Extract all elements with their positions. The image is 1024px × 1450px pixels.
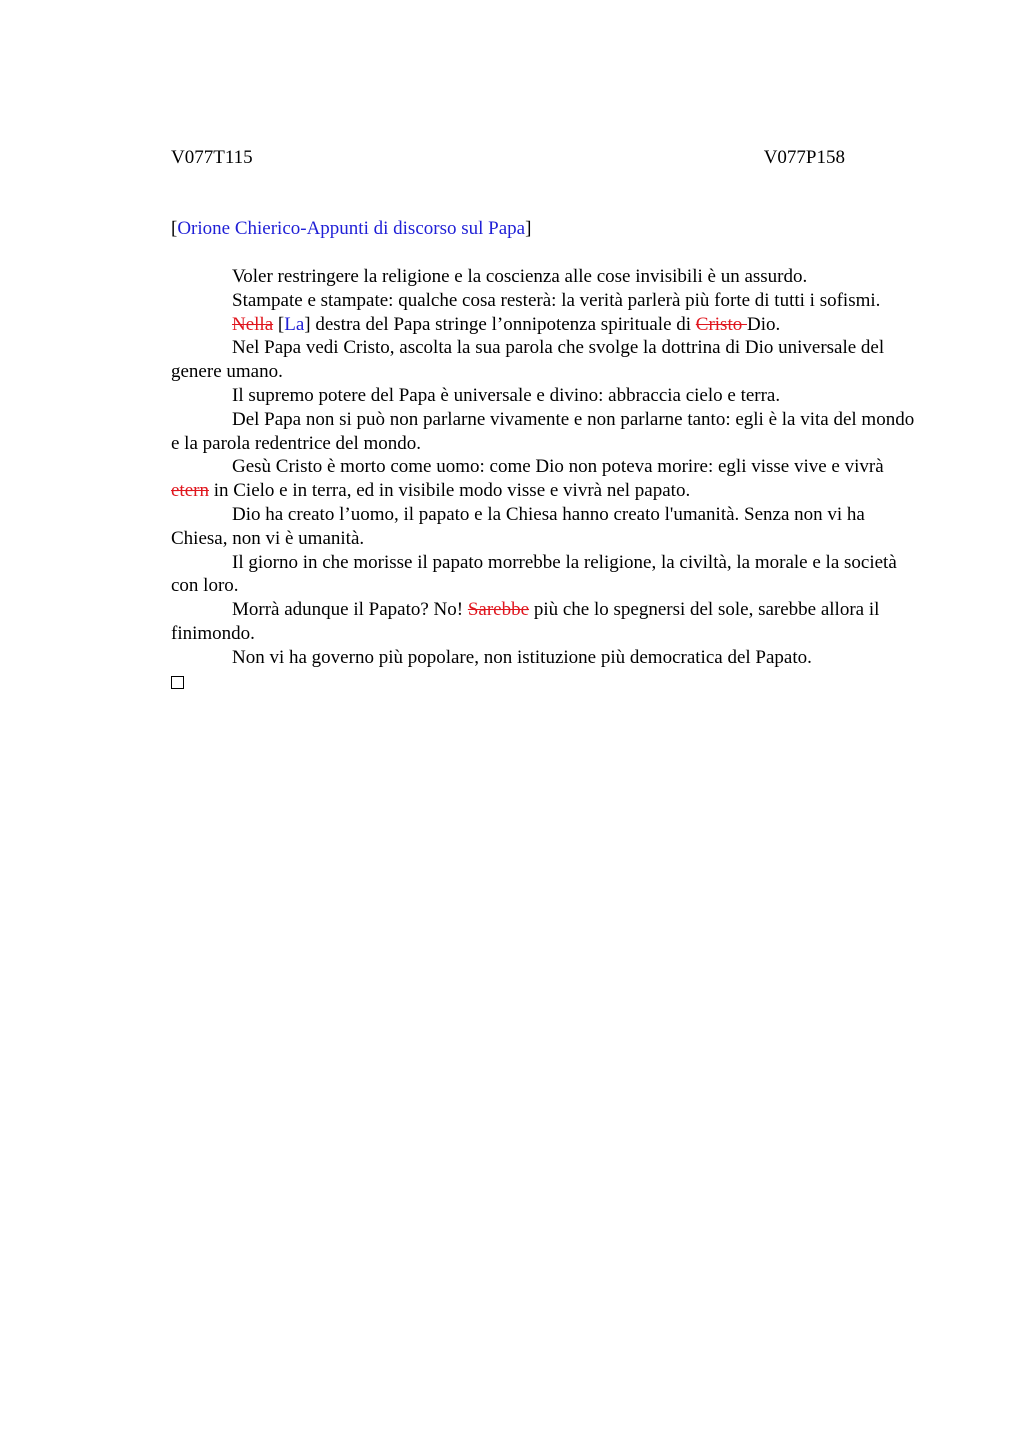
paragraph-1: Voler restringere la religione e la coscienza alle cose invisibili è un assurdo. bbox=[232, 266, 808, 287]
paragraph-7 bbox=[171, 455, 923, 503]
paragraph-text: Dio. bbox=[746, 313, 781, 335]
deleted-word: Sarebbe bbox=[467, 599, 530, 621]
paragraph-8: Dio ha creato l’uomo, il papato e la Chiesa hanno creato l'umanità. Senza non vi ha Chiesa, non vi è umanità. bbox=[171, 503, 865, 549]
paragraph-6: Del Papa non si può non parlarne vivamente e non parlarne tanto: egli è la vita del mondo e la parola redentrice del mondo. bbox=[171, 408, 915, 454]
end-marker bbox=[171, 670, 923, 696]
paragraph-text: più che lo spegnersi del sole, sarebbe allora il finimondo. bbox=[171, 599, 880, 644]
paragraph-9: Il giorno in che morisse il papato morrebbe la religione, la civiltà, la morale e la società con loro. bbox=[171, 551, 897, 597]
deleted-word: etern bbox=[171, 480, 209, 502]
paragraph-text: Morrà adunque il Papato? No! bbox=[232, 599, 468, 621]
deleted-word: Nella bbox=[232, 313, 274, 335]
paragraph-text: in Cielo e in terra, ed in visibile modo visse e vivrà nel papato. bbox=[208, 480, 691, 502]
document-body bbox=[171, 265, 923, 695]
document-code-left: V077T115 bbox=[171, 147, 253, 168]
document-title bbox=[171, 217, 531, 241]
paragraph-text: Gesù Cristo è morto come uomo: come Dio non poteva morire: egli visse vive e vivrà bbox=[232, 456, 884, 478]
inserted-word: La bbox=[284, 313, 305, 335]
paragraph-2: Stampate e stampate: qualche cosa resterà: la verità parlerà più forte di tutti i sofismi. bbox=[232, 289, 881, 311]
paragraph-11: Non vi ha governo più popolare, non istituzione più democratica del Papato. bbox=[232, 646, 812, 668]
paragraph-5: Il supremo potere del Papa è universale e divino: abbraccia cielo e terra. bbox=[232, 384, 781, 406]
deleted-word: Cristo bbox=[695, 313, 747, 335]
insert-close-bracket: ] bbox=[304, 313, 311, 335]
paragraph-4: Nel Papa vedi Cristo, ascolta la sua parola che svolge la dottrina di Dio universale del genere umano. bbox=[171, 337, 885, 383]
title-open-bracket: [ bbox=[171, 218, 178, 239]
paragraph-text: destra del Papa stringe l’onnipotenza spirituale di bbox=[310, 313, 696, 335]
title-text: Orione Chierico-Appunti di discorso sul Papa bbox=[177, 218, 526, 239]
paragraph-3 bbox=[171, 313, 923, 337]
end-box-icon bbox=[171, 676, 184, 689]
title-close-bracket: ] bbox=[525, 218, 532, 239]
paragraph-10 bbox=[171, 598, 923, 646]
document-code-right: V077P158 bbox=[763, 147, 845, 168]
page-header bbox=[171, 146, 845, 170]
insert-open-bracket: [ bbox=[273, 313, 285, 335]
